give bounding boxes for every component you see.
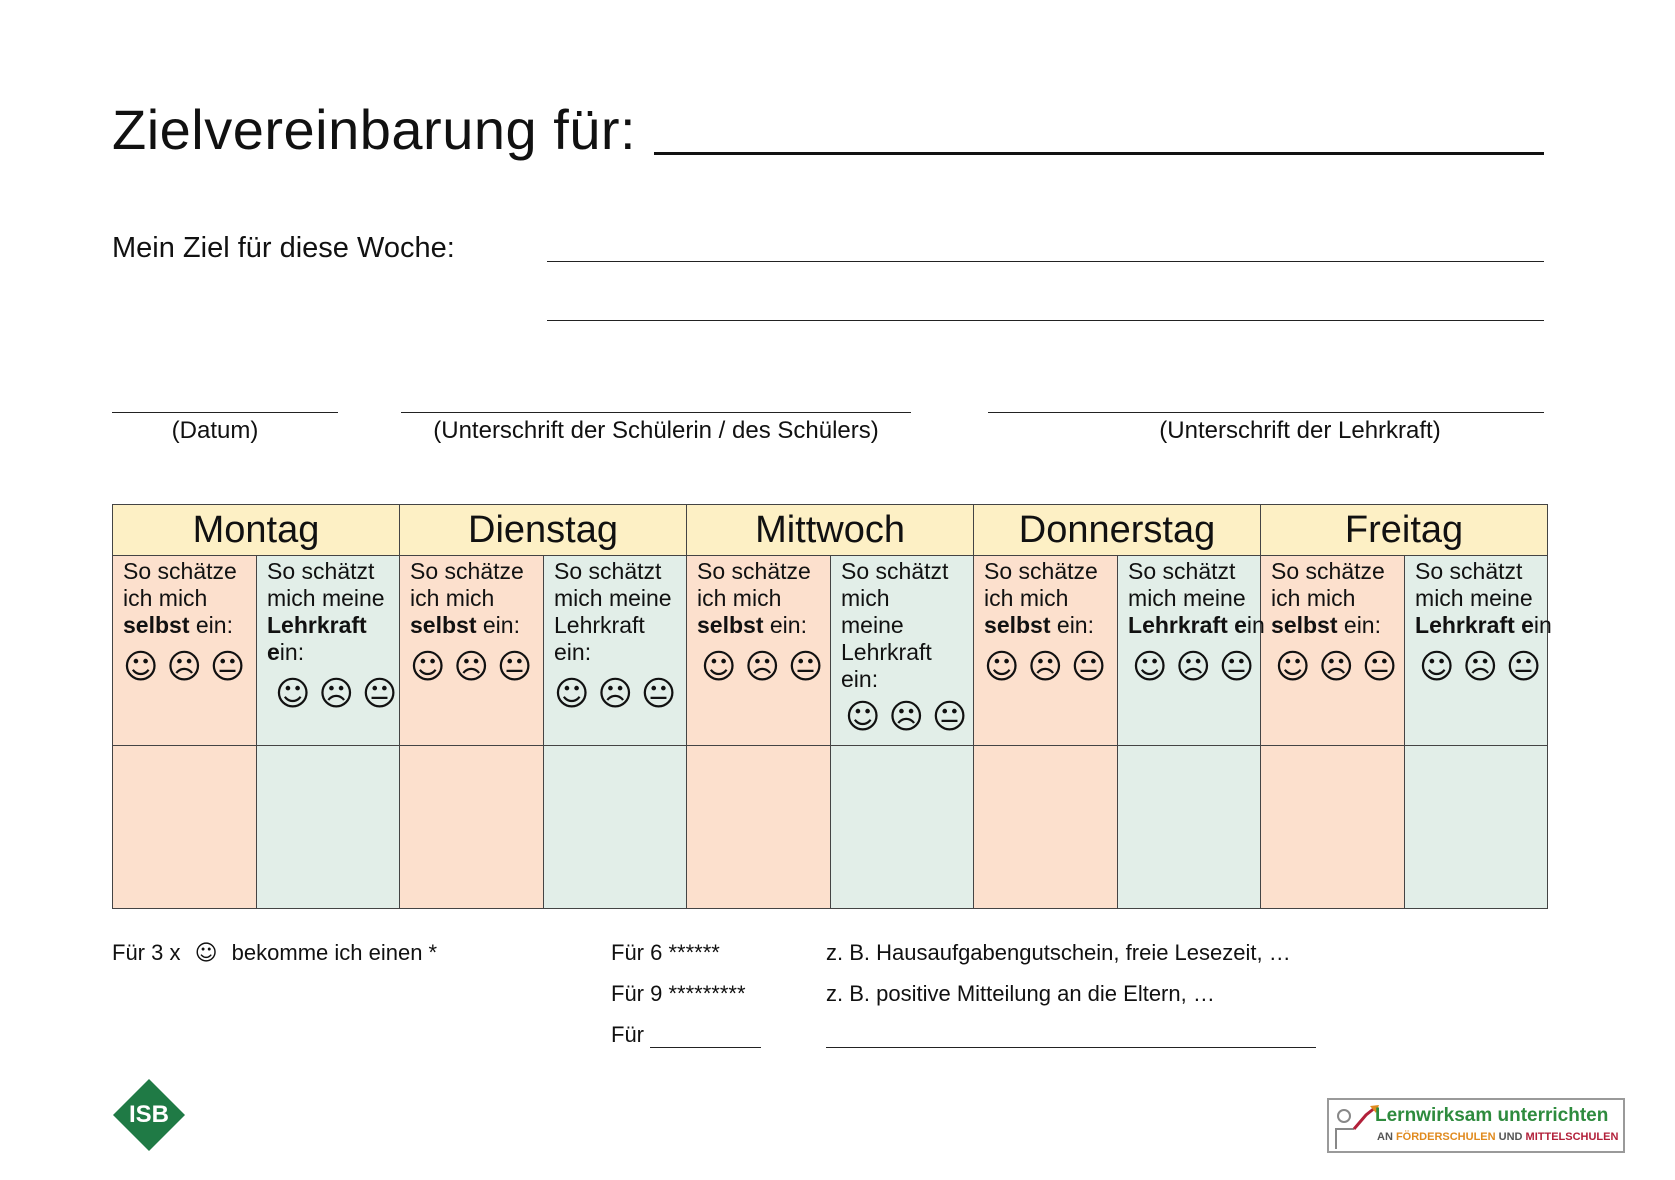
prompt-rest: ein: (189, 612, 233, 638)
day-header-thursday: Donnerstag (974, 505, 1261, 556)
prompt-line: ich mich (1271, 585, 1356, 611)
teacher-rating-cell-friday[interactable] (1405, 746, 1548, 909)
day-header-monday: Montag (113, 505, 400, 556)
smiley-faces-icon[interactable]: ☺☹😐 (701, 647, 832, 687)
isb-logo-text: ISB (128, 1101, 169, 1128)
teacher-rating-prompt-thursday (1118, 556, 1265, 746)
page-title: Zielvereinbarung für: (112, 98, 637, 161)
prompt-line: So schätzt (841, 558, 949, 584)
reward-custom-line[interactable] (826, 1047, 1316, 1048)
prompt-line: ich mich (697, 585, 782, 611)
day-header-tuesday: Dienstag (400, 505, 687, 556)
teacher-signature-label: (Unterschrift der Lehrkraft) (1159, 417, 1441, 444)
teacher-signature-line[interactable] (988, 412, 1544, 413)
goal-entry-line-1[interactable] (547, 261, 1544, 262)
prompt-line: So schätzt (1415, 558, 1523, 584)
prompt-bold: Lehrkraft (267, 612, 367, 638)
self-rating-prompt-friday (1261, 556, 1405, 746)
rating-entry-row (113, 746, 1548, 909)
teacher-rating-prompt-tuesday (544, 556, 687, 746)
day-header-row (113, 505, 1548, 556)
lernwirksam-subtitle (1377, 1130, 1618, 1144)
prompt-rest: ein: (476, 612, 520, 638)
teacher-rating-prompt-wednesday (831, 556, 974, 746)
prompt-rest: in (1533, 612, 1552, 638)
lernwirksam-sub-text: MITTELSCHULEN (1525, 1131, 1619, 1143)
smiley-faces-icon[interactable]: ☺☹😐 (123, 647, 254, 687)
reward-tier-example: z. B. positive Mitteilung an die Eltern, … (826, 981, 1215, 1006)
reward-intro (112, 939, 437, 968)
student-signature-label: (Unterschrift der Schülerin / des Schülers) (433, 417, 879, 444)
prompt-bold: selbst (984, 612, 1051, 638)
self-rating-cell-thursday[interactable] (974, 746, 1118, 909)
name-entry-line[interactable] (654, 152, 1544, 155)
weekly-rating-table (112, 504, 1552, 909)
self-rating-prompt-wednesday (687, 556, 831, 746)
prompt-rest: ein: (763, 612, 807, 638)
isb-logo (112, 1078, 186, 1152)
lernwirksam-sub-text: AN (1377, 1131, 1396, 1143)
smiley-faces-icon[interactable]: ☺☹😐 (845, 697, 976, 737)
smiley-faces-icon[interactable]: ☺☹😐 (984, 647, 1115, 687)
self-rating-prompt-thursday (974, 556, 1118, 746)
prompt-bold: selbst (1271, 612, 1338, 638)
prompt-bold: Lehrkraft e (1128, 612, 1247, 638)
prompt-line: So schätze (697, 558, 811, 584)
smiley-faces-icon[interactable]: ☺☹😐 (554, 674, 685, 714)
prompt-line: So schätzt (267, 558, 375, 584)
goal-entry-line-2[interactable] (547, 320, 1544, 321)
self-rating-cell-tuesday[interactable] (400, 746, 544, 909)
self-rating-prompt-monday (113, 556, 257, 746)
prompt-line: So schätzt (1128, 558, 1236, 584)
reward-intro-text: Für 3 x (112, 940, 181, 965)
lernwirksam-sub-text: UND (1495, 1131, 1526, 1143)
prompt-line: meine (841, 612, 904, 638)
self-rating-prompt-tuesday (400, 556, 544, 746)
goal-label: Mein Ziel für diese Woche: (112, 232, 455, 264)
prompt-bold: selbst (123, 612, 190, 638)
reward-intro-text: bekomme ich einen * (231, 940, 438, 965)
smiley-faces-icon[interactable]: ☺☹😐 (410, 647, 541, 687)
prompt-line: ich mich (410, 585, 495, 611)
prompt-line: mich meine (1128, 585, 1246, 611)
prompt-rest: in: (279, 639, 305, 665)
smiley-icon: ☺ (194, 941, 218, 966)
date-label: (Datum) (171, 417, 259, 444)
reward-tier-count-line[interactable] (650, 1047, 761, 1048)
prompt-line: So schätze (984, 558, 1098, 584)
prompt-rest: ein: (1337, 612, 1381, 638)
prompt-line: So schätze (410, 558, 524, 584)
lernwirksam-sub-text: FÖRDERSCHULEN (1395, 1131, 1496, 1143)
reward-tier-label: Für (611, 1022, 644, 1047)
teacher-rating-prompt-monday (257, 556, 406, 746)
teacher-rating-cell-monday[interactable] (257, 746, 400, 909)
smiley-faces-icon[interactable]: ☺☹😐 (275, 674, 406, 714)
self-rating-cell-monday[interactable] (113, 746, 257, 909)
teacher-rating-prompt-friday (1405, 556, 1552, 746)
prompt-line: So schätzt (554, 558, 662, 584)
date-line[interactable] (112, 412, 338, 413)
prompt-bold: Lehrkraft e (1415, 612, 1534, 638)
smiley-faces-icon[interactable]: ☺☹😐 (1419, 647, 1550, 687)
prompt-rest: in (1246, 612, 1265, 638)
teacher-rating-cell-thursday[interactable] (1118, 746, 1261, 909)
prompt-line: ich mich (984, 585, 1069, 611)
day-header-wednesday: Mittwoch (687, 505, 974, 556)
prompt-line: mich meine (554, 585, 672, 611)
prompt-bold: selbst (410, 612, 477, 638)
reward-tier-label: Für 9 ********* (611, 981, 746, 1006)
prompt-bold: selbst (697, 612, 764, 638)
day-header-friday: Freitag (1261, 505, 1548, 556)
teacher-rating-cell-tuesday[interactable] (544, 746, 687, 909)
prompt-line: Lehrkraft (841, 639, 932, 665)
prompt-line: mich meine (267, 585, 385, 611)
lernwirksam-title: Lernwirksam unterrichten (1375, 1105, 1609, 1126)
teacher-rating-cell-wednesday[interactable] (831, 746, 974, 909)
prompt-bold: e (267, 639, 280, 665)
prompt-line: ich mich (123, 585, 208, 611)
student-signature-line[interactable] (401, 412, 911, 413)
smiley-faces-icon[interactable]: ☺☹😐 (1132, 647, 1263, 687)
prompt-line: ein: (554, 639, 592, 665)
prompt-line: So schätze (1271, 558, 1385, 584)
prompt-line: mich meine (1415, 585, 1533, 611)
prompt-line: mich (841, 585, 890, 611)
prompt-line: ein: (841, 666, 879, 692)
reward-tier-example: z. B. Hausaufgabengutschein, freie Lesezeit, … (826, 940, 1291, 965)
lernwirksam-logo (1327, 1098, 1625, 1153)
rating-description-row (113, 556, 1548, 746)
self-rating-cell-wednesday[interactable] (687, 746, 831, 909)
prompt-line: So schätze (123, 558, 237, 584)
self-rating-cell-friday[interactable] (1261, 746, 1405, 909)
prompt-line: Lehrkraft (554, 612, 645, 638)
smiley-faces-icon[interactable]: ☺☹😐 (1275, 647, 1406, 687)
prompt-rest: ein: (1050, 612, 1094, 638)
reward-tier-label: Für 6 ****** (611, 940, 720, 965)
